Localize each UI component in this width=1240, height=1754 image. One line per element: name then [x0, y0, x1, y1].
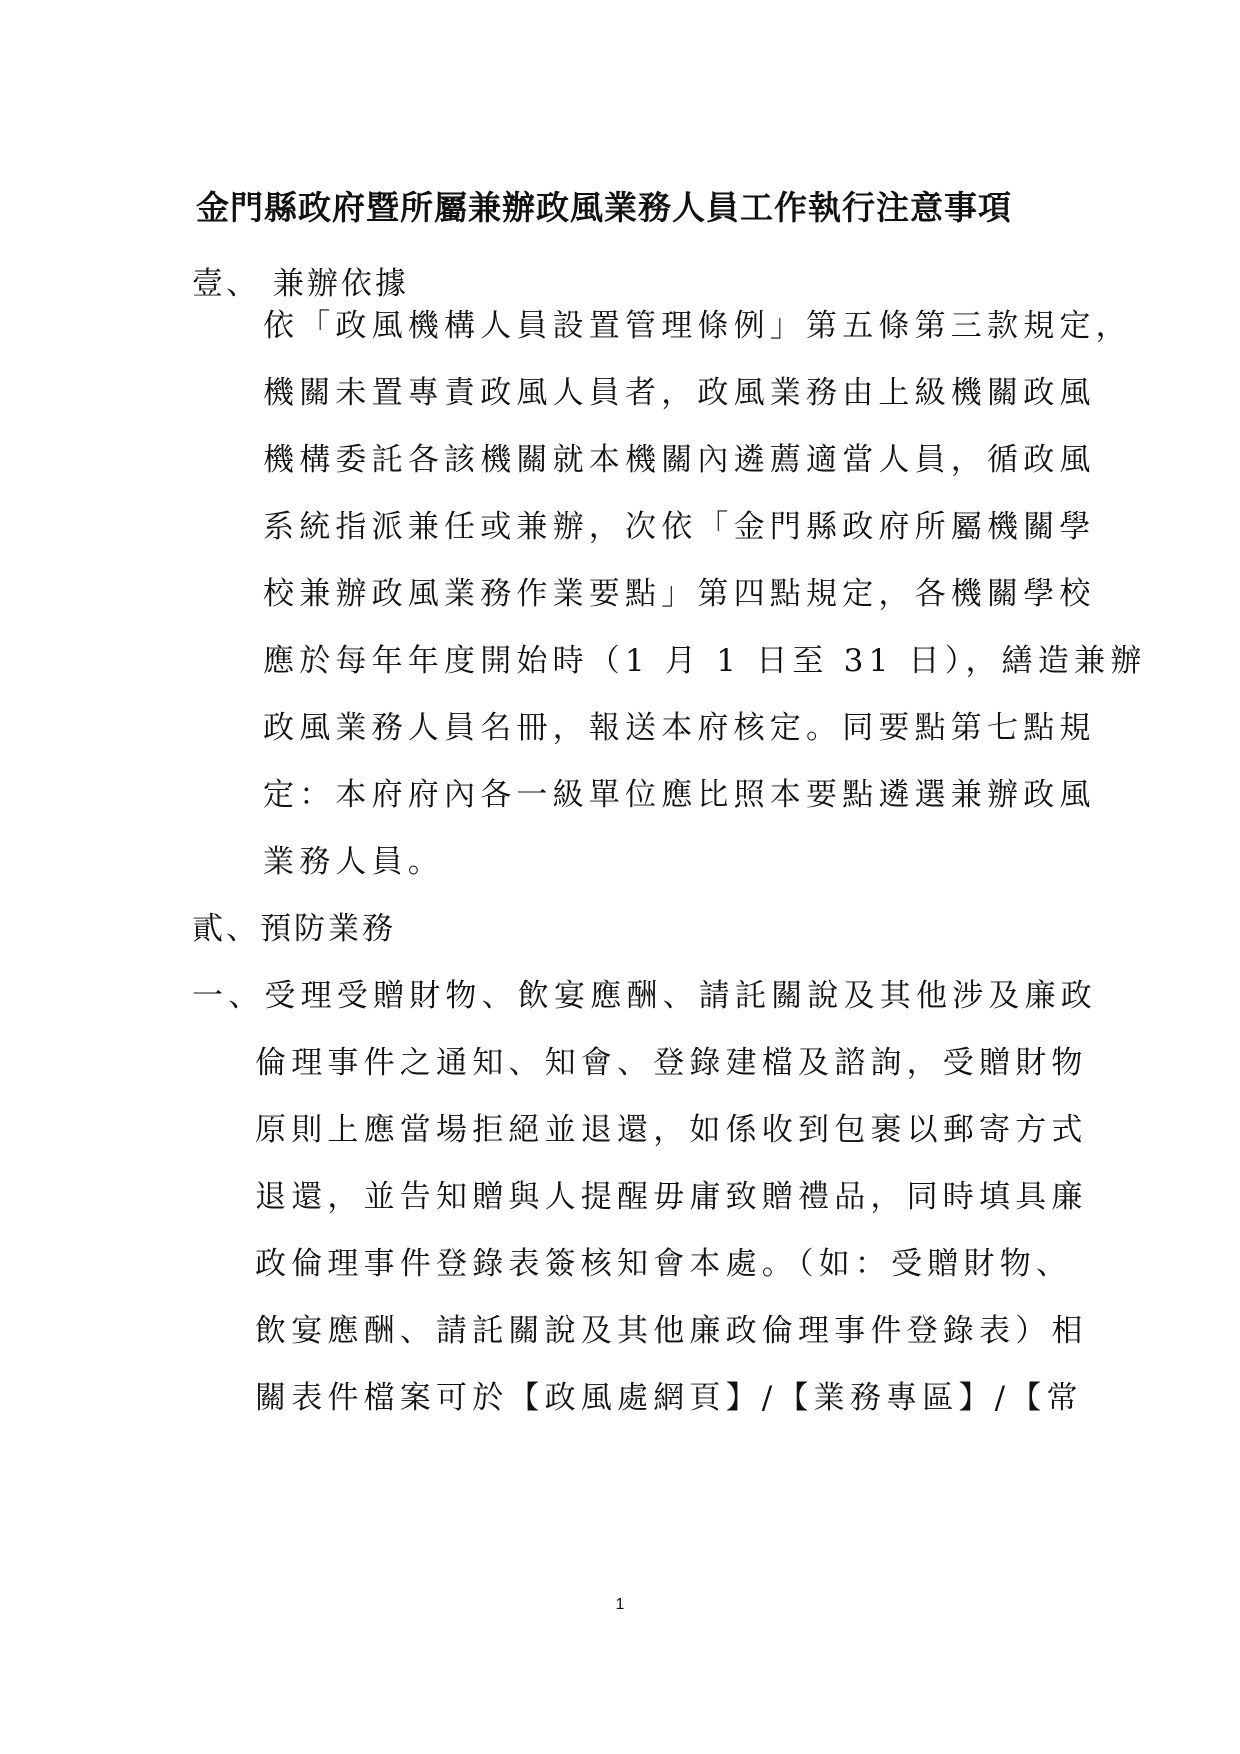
list-item-line: 關表件檔案可於【政風處網頁】/【業務專區】/【常 [255, 1380, 1083, 1416]
section-heading-basis: 壹、 兼辦依據 [192, 266, 409, 302]
paragraph-line: 政風業務人員名冊，報送本府核定。同要點第七點規 [263, 710, 1096, 746]
section-heading-prevention: 貳、預防業務 [192, 911, 396, 947]
paragraph-line: 機關未置專責政風人員者，政風業務由上級機關政風 [263, 375, 1096, 411]
paragraph-line: 系統指派兼任或兼辦，次依「金門縣政府所屬機關學 [263, 509, 1096, 545]
list-item-line: 政倫理事件登錄表簽核知會本處。（如：受贈財物、 [255, 1246, 1073, 1282]
paragraph-line: 應於每年年度開始時（1 月 1 日至 31 日），繕造兼辦 [263, 643, 1147, 679]
paragraph-line: 業務人員。 [263, 844, 444, 880]
list-item-line: 原則上應當場拒絕並退還，如係收到包裹以郵寄方式 [255, 1112, 1088, 1148]
document-title: 金門縣政府暨所屬兼辦政風業務人員工作執行注意事項 [196, 188, 1012, 227]
paragraph-line: 定：本府府內各一級單位應比照本要點遴選兼辦政風 [263, 777, 1096, 813]
list-item-line: 退還，並告知贈與人提醒毋庸致贈禮品，同時填具廉 [255, 1179, 1088, 1215]
paragraph-line: 依「政風機構人員設置管理條例」第五條第三款規定， [263, 308, 1132, 344]
list-item-line: 倫理事件之通知、知會、登錄建檔及諮詢，受贈財物 [255, 1045, 1088, 1081]
list-item-line: 一、受理受贈財物、飲宴應酬、請託關說及其他涉及廉政 [192, 978, 1097, 1014]
page-number: 1 [615, 1596, 625, 1613]
list-item-line: 飲宴應酬、請託關說及其他廉政倫理事件登錄表）相 [255, 1313, 1088, 1349]
paragraph-line: 校兼辦政風業務作業要點」第四點規定，各機關學校 [263, 576, 1096, 612]
paragraph-line: 機構委託各該機關就本機關內遴薦適當人員，循政風 [263, 442, 1096, 478]
